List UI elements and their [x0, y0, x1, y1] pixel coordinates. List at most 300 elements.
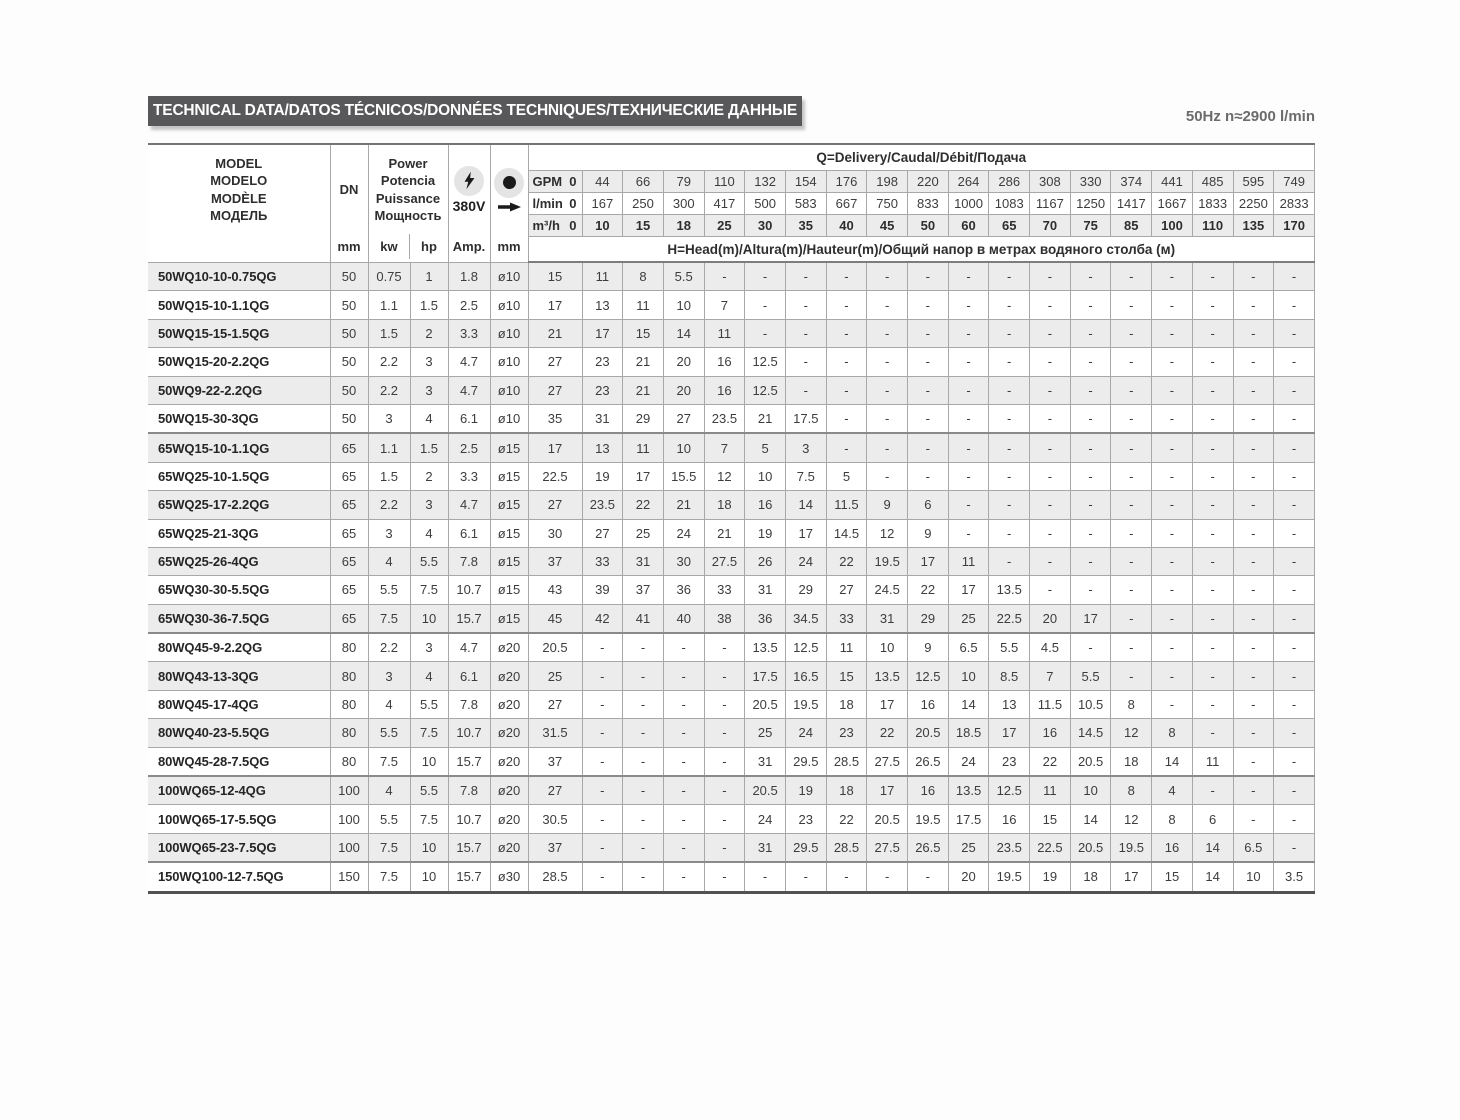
kw-cell: 5.5 [368, 719, 410, 747]
head-cell: - [867, 348, 908, 376]
head-cell: 16 [989, 805, 1030, 833]
head-cell: - [1070, 291, 1111, 319]
head-cell: - [704, 862, 745, 892]
head-cell: 11 [1192, 747, 1233, 776]
head-cell: 10 [867, 633, 908, 662]
head-cell: - [1152, 604, 1193, 633]
model-column-header [148, 144, 330, 262]
kw-cell: 2.2 [368, 633, 410, 662]
model-cell: 65WQ25-21-3QG [148, 519, 330, 547]
head-cell: - [1233, 348, 1274, 376]
head-cell: 5.5 [663, 262, 704, 291]
head-cell: - [989, 291, 1030, 319]
head-cell: - [1192, 662, 1233, 690]
flow-value-cell: 286 [989, 171, 1030, 193]
table-body [148, 262, 1315, 892]
amp-cell: 4.7 [448, 348, 490, 376]
flow-value-cell: 750 [867, 193, 908, 215]
head-cell: - [948, 491, 989, 519]
head-cell: 19.5 [867, 547, 908, 575]
flow-value-cell: 85 [1111, 215, 1152, 237]
flow-value-cell: 75 [1070, 215, 1111, 237]
head-cell: 19 [1030, 862, 1071, 892]
flow-value-cell: 100 [1152, 215, 1193, 237]
head-cell: - [867, 262, 908, 291]
model-header-line: MODEL [215, 156, 263, 172]
flow-value-cell: 132 [745, 171, 786, 193]
kw-cell: 2.2 [368, 376, 410, 404]
head-cell: - [826, 262, 867, 291]
head-cell: 12.5 [745, 376, 786, 404]
passage-cell: ø15 [490, 547, 528, 575]
kw-cell: 1.5 [368, 319, 410, 347]
head-cell: - [1152, 319, 1193, 347]
head-cell: 14 [1192, 862, 1233, 892]
head-cell: - [1192, 348, 1233, 376]
passage-cell: ø20 [490, 690, 528, 718]
head-cell: - [663, 862, 704, 892]
head-cell: 39 [582, 576, 623, 604]
flow-unit-label: m³/h [532, 218, 560, 233]
head-cell: - [1192, 262, 1233, 291]
head-cell: - [1152, 547, 1193, 575]
table-row [148, 433, 1315, 462]
amp-cell: 2.5 [448, 291, 490, 319]
flow-value-cell: 1667 [1152, 193, 1193, 215]
head-cell: - [1111, 604, 1152, 633]
head-cell: 12 [1111, 805, 1152, 833]
model-cell: 65WQ30-36-7.5QG [148, 604, 330, 633]
flow-value-cell: 10 [582, 215, 623, 237]
head-cell: 28.5 [826, 747, 867, 776]
head-cell: 16 [908, 776, 949, 805]
head-cell: 17 [785, 519, 826, 547]
head-cell: 25 [948, 604, 989, 633]
head-cell: 14.5 [826, 519, 867, 547]
kw-cell: 7.5 [368, 862, 410, 892]
model-cell: 65WQ25-17-2.2QG [148, 491, 330, 519]
head-cell: 17 [908, 547, 949, 575]
passage-unit: mm [497, 239, 521, 254]
head-cell: 16 [704, 376, 745, 404]
head-cell: 25 [745, 719, 786, 747]
head-cell: 25 [623, 519, 664, 547]
flow-value-cell: 198 [867, 171, 908, 193]
flow-value-cell: 35 [785, 215, 826, 237]
head-cell: 8 [623, 262, 664, 291]
head-cell: - [582, 776, 623, 805]
kw-cell: 4 [368, 547, 410, 575]
passage-cell: ø10 [490, 291, 528, 319]
flow-value-cell: 30 [745, 215, 786, 237]
head-cell: - [1111, 662, 1152, 690]
head-cell: - [826, 433, 867, 462]
head-zero-cell: 27 [528, 348, 582, 376]
head-cell: - [1274, 833, 1315, 862]
flow-value-cell: 1167 [1030, 193, 1071, 215]
flow-value-cell: 45 [867, 215, 908, 237]
head-cell: 8 [1152, 805, 1193, 833]
head-cell: - [1192, 319, 1233, 347]
hp-cell: 7.5 [410, 576, 448, 604]
head-zero-cell: 21 [528, 319, 582, 347]
head-cell: - [989, 319, 1030, 347]
table-row [148, 462, 1315, 490]
flow-value-cell: 1000 [948, 193, 989, 215]
head-cell: - [1192, 690, 1233, 718]
amp-cell: 4.7 [448, 376, 490, 404]
head-cell: 33 [704, 576, 745, 604]
head-cell: 21 [704, 519, 745, 547]
head-cell: - [1070, 376, 1111, 404]
amp-cell: 7.8 [448, 547, 490, 575]
head-cell: 17 [623, 462, 664, 490]
head-cell: 23 [989, 747, 1030, 776]
model-cell: 50WQ15-20-2.2QG [148, 348, 330, 376]
head-cell: 29 [785, 576, 826, 604]
head-cell: - [1233, 376, 1274, 404]
passage-cell: ø10 [490, 348, 528, 376]
head-cell: - [1233, 633, 1274, 662]
head-cell: 11 [948, 547, 989, 575]
head-cell: - [948, 291, 989, 319]
dn-cell: 65 [330, 462, 368, 490]
head-cell: 23 [582, 376, 623, 404]
flow-value-cell: 50 [908, 215, 949, 237]
flow-value-cell: 595 [1233, 171, 1274, 193]
head-cell: 26.5 [908, 747, 949, 776]
head-cell: - [1152, 690, 1193, 718]
head-cell: - [704, 690, 745, 718]
hp-cell: 1.5 [410, 433, 448, 462]
table-row [148, 519, 1315, 547]
head-cell: - [663, 805, 704, 833]
head-cell: 26.5 [908, 833, 949, 862]
head-cell: - [826, 862, 867, 892]
head-cell: - [1152, 376, 1193, 404]
head-cell: 15.5 [663, 462, 704, 490]
head-cell: - [704, 833, 745, 862]
head-cell: 12.5 [785, 633, 826, 662]
head-cell: 7 [704, 291, 745, 319]
model-header-line: MODELO [210, 173, 268, 189]
passage-cell: ø15 [490, 433, 528, 462]
kw-cell: 3 [368, 519, 410, 547]
head-cell: 6.5 [1233, 833, 1274, 862]
head-cell: - [1030, 462, 1071, 490]
head-cell: - [1274, 433, 1315, 462]
head-cell: 23.5 [582, 491, 623, 519]
table-row [148, 805, 1315, 833]
flow-label [529, 196, 582, 211]
head-cell: - [1070, 491, 1111, 519]
head-cell: 12.5 [989, 776, 1030, 805]
head-cell: - [1111, 576, 1152, 604]
head-zero-cell: 43 [528, 576, 582, 604]
model-cell: 65WQ15-10-1.1QG [148, 433, 330, 462]
head-cell: 5.5 [1070, 662, 1111, 690]
head-cell: - [1070, 462, 1111, 490]
head-cell: - [1111, 404, 1152, 433]
head-cell: 37 [623, 576, 664, 604]
head-cell: - [989, 491, 1030, 519]
head-cell: 10 [663, 433, 704, 462]
head-cell: - [867, 319, 908, 347]
kw-cell: 1.1 [368, 433, 410, 462]
head-cell: - [908, 291, 949, 319]
head-cell: 13.5 [745, 633, 786, 662]
model-cell: 80WQ45-17-4QG [148, 690, 330, 718]
page-title: TECHNICAL DATA/DATOS TÉCNICOS/DONNÉES TECHNIQUES/ТЕХНИЧЕСКИЕ ДАННЫЕ [153, 102, 797, 119]
head-cell: 27.5 [867, 833, 908, 862]
head-cell: 13.5 [867, 662, 908, 690]
flow-zero-value: 0 [569, 174, 577, 189]
dn-cell: 65 [330, 491, 368, 519]
head-cell: 17 [1111, 862, 1152, 892]
flow-value-cell: 583 [785, 193, 826, 215]
hp-cell: 4 [410, 662, 448, 690]
model-cell: 100WQ65-17-5.5QG [148, 805, 330, 833]
hp-cell: 1.5 [410, 291, 448, 319]
head-cell: - [989, 462, 1030, 490]
kw-cell: 7.5 [368, 833, 410, 862]
head-cell: - [1152, 576, 1193, 604]
dn-unit: mm [337, 239, 361, 254]
model-cell: 80WQ45-28-7.5QG [148, 747, 330, 776]
hp-cell: 5.5 [410, 690, 448, 718]
head-cell: 14 [1152, 747, 1193, 776]
head-cell: 17 [1070, 604, 1111, 633]
hp-cell: 3 [410, 376, 448, 404]
hp-cell: 10 [410, 862, 448, 892]
lightning-icon [454, 166, 484, 196]
head-cell: 22.5 [1030, 833, 1071, 862]
flow-value-cell: 417 [704, 193, 745, 215]
flow-value-cell: 79 [663, 171, 704, 193]
head-cell: - [663, 662, 704, 690]
head-cell: - [1192, 404, 1233, 433]
amp-cell: 7.8 [448, 776, 490, 805]
head-cell: - [1233, 719, 1274, 747]
flow-value-cell: 667 [826, 193, 867, 215]
kw-cell: 2.2 [368, 491, 410, 519]
amp-cell: 6.1 [448, 662, 490, 690]
passage-cell: ø20 [490, 633, 528, 662]
head-cell: - [1152, 462, 1193, 490]
head-cell: - [1070, 348, 1111, 376]
amp-cell: 4.7 [448, 633, 490, 662]
head-cell: 20.5 [867, 805, 908, 833]
head-cell: 17 [948, 576, 989, 604]
head-zero-cell: 17 [528, 291, 582, 319]
head-cell: 17 [867, 776, 908, 805]
head-cell: - [826, 376, 867, 404]
hp-cell: 4 [410, 519, 448, 547]
head-cell: - [704, 633, 745, 662]
amp-cell: 15.7 [448, 604, 490, 633]
table-row [148, 547, 1315, 575]
head-cell: - [1111, 433, 1152, 462]
head-zero-cell: 22.5 [528, 462, 582, 490]
amp-cell: 6.1 [448, 519, 490, 547]
dn-cell: 50 [330, 319, 368, 347]
head-cell: 31 [623, 547, 664, 575]
head-cell: - [663, 747, 704, 776]
head-cell: - [1111, 376, 1152, 404]
passage-cell: ø15 [490, 604, 528, 633]
flow-value-cell: 66 [623, 171, 664, 193]
head-cell: - [908, 404, 949, 433]
head-cell: - [704, 776, 745, 805]
head-cell: - [1233, 462, 1274, 490]
amp-cell: 3.3 [448, 462, 490, 490]
passage-cell: ø20 [490, 833, 528, 862]
dn-cell: 100 [330, 833, 368, 862]
flow-value-cell: 44 [582, 171, 623, 193]
head-cell: 23 [582, 348, 623, 376]
head-cell: 10 [1070, 776, 1111, 805]
power-header-line: Power [388, 156, 428, 172]
head-cell: 20 [663, 376, 704, 404]
head-cell: - [1111, 633, 1152, 662]
head-cell: - [1070, 519, 1111, 547]
head-cell: 17.5 [948, 805, 989, 833]
flow-value-cell: 1083 [989, 193, 1030, 215]
head-cell: 19.5 [989, 862, 1030, 892]
head-cell: - [785, 348, 826, 376]
head-cell: 28.5 [826, 833, 867, 862]
head-cell: 20 [948, 862, 989, 892]
flow-value-cell: 2250 [1233, 193, 1274, 215]
table-row [148, 633, 1315, 662]
head-cell: - [1152, 404, 1193, 433]
head-cell: - [1192, 604, 1233, 633]
flow-zero-value: 0 [569, 218, 577, 233]
flow-value-cell: 135 [1233, 215, 1274, 237]
passage-cell: ø30 [490, 862, 528, 892]
hp-cell: 7.5 [410, 805, 448, 833]
head-cell: 14 [663, 319, 704, 347]
dn-cell: 80 [330, 662, 368, 690]
head-cell: - [1233, 291, 1274, 319]
flow-value-cell: 1833 [1192, 193, 1233, 215]
head-cell: - [948, 433, 989, 462]
amp-cell: 15.7 [448, 747, 490, 776]
hp-cell: 10 [410, 747, 448, 776]
head-cell: 14 [1192, 833, 1233, 862]
head-cell: - [1111, 491, 1152, 519]
head-cell: 22 [867, 719, 908, 747]
hp-cell: 2 [410, 462, 448, 490]
head-cell: - [1192, 576, 1233, 604]
head-cell: - [1152, 433, 1193, 462]
head-cell: 16 [745, 491, 786, 519]
head-cell: 20.5 [745, 690, 786, 718]
head-cell: - [908, 433, 949, 462]
head-title: H=Head(m)/Altura(m)/Hauteur(m)/Общий напор в метрах водяного столба (м) [528, 237, 1315, 263]
dn-cell: 50 [330, 376, 368, 404]
flow-value-cell: 1250 [1070, 193, 1111, 215]
head-zero-cell: 27 [528, 690, 582, 718]
model-cell: 65WQ25-26-4QG [148, 547, 330, 575]
hp-cell: 4 [410, 404, 448, 433]
flow-value-cell: 60 [948, 215, 989, 237]
head-cell: - [1192, 291, 1233, 319]
voltage-column-header [448, 144, 490, 262]
head-cell: - [1070, 262, 1111, 291]
power-column-header [368, 144, 448, 262]
amp-cell: 4.7 [448, 491, 490, 519]
head-cell: 23 [826, 719, 867, 747]
head-cell: - [826, 348, 867, 376]
hp-cell: 1 [410, 262, 448, 291]
head-cell: 6.5 [948, 633, 989, 662]
amp-cell: 6.1 [448, 404, 490, 433]
head-cell: 8.5 [989, 662, 1030, 690]
head-cell: 12.5 [908, 662, 949, 690]
head-cell: 25 [948, 833, 989, 862]
head-cell: 29.5 [785, 833, 826, 862]
flow-unit-label: GPM [532, 174, 563, 189]
head-cell: 20 [663, 348, 704, 376]
head-cell: - [908, 376, 949, 404]
head-cell: - [1030, 433, 1071, 462]
head-cell: 18 [826, 776, 867, 805]
head-cell: - [908, 348, 949, 376]
head-cell: 11 [826, 633, 867, 662]
head-cell: 22 [908, 576, 949, 604]
head-cell: - [948, 262, 989, 291]
head-cell: 20.5 [1070, 833, 1111, 862]
flow-value-cell: 110 [1192, 215, 1233, 237]
head-cell: 29 [623, 404, 664, 433]
head-cell: 13.5 [989, 576, 1030, 604]
head-cell: 5.5 [989, 633, 1030, 662]
head-cell: - [1070, 404, 1111, 433]
head-cell: 5 [745, 433, 786, 462]
head-cell: - [1192, 547, 1233, 575]
model-cell: 50WQ15-30-3QG [148, 404, 330, 433]
head-cell: - [826, 291, 867, 319]
head-cell: - [1233, 776, 1274, 805]
head-cell: 15 [1152, 862, 1193, 892]
head-cell: - [745, 862, 786, 892]
head-cell: - [1152, 491, 1193, 519]
head-cell: - [1030, 547, 1071, 575]
passage-column-header [490, 144, 528, 262]
head-cell: 13 [989, 690, 1030, 718]
head-cell: - [582, 690, 623, 718]
flow-value-cell: 70 [1030, 215, 1071, 237]
head-cell: - [1233, 319, 1274, 347]
flow-zero-value: 0 [569, 196, 577, 211]
head-cell: - [582, 719, 623, 747]
head-cell: - [908, 262, 949, 291]
head-cell: 19.5 [908, 805, 949, 833]
head-cell: 3.5 [1274, 862, 1315, 892]
head-cell: 27.5 [704, 547, 745, 575]
flow-value-cell: 2833 [1274, 193, 1315, 215]
head-cell: 13 [582, 433, 623, 462]
table-row [148, 491, 1315, 519]
flow-value-cell: 833 [908, 193, 949, 215]
model-cell: 50WQ15-10-1.1QG [148, 291, 330, 319]
head-cell: 33 [582, 547, 623, 575]
head-cell: - [785, 862, 826, 892]
head-cell: - [1192, 491, 1233, 519]
table-row [148, 833, 1315, 862]
amp-cell: 15.7 [448, 833, 490, 862]
